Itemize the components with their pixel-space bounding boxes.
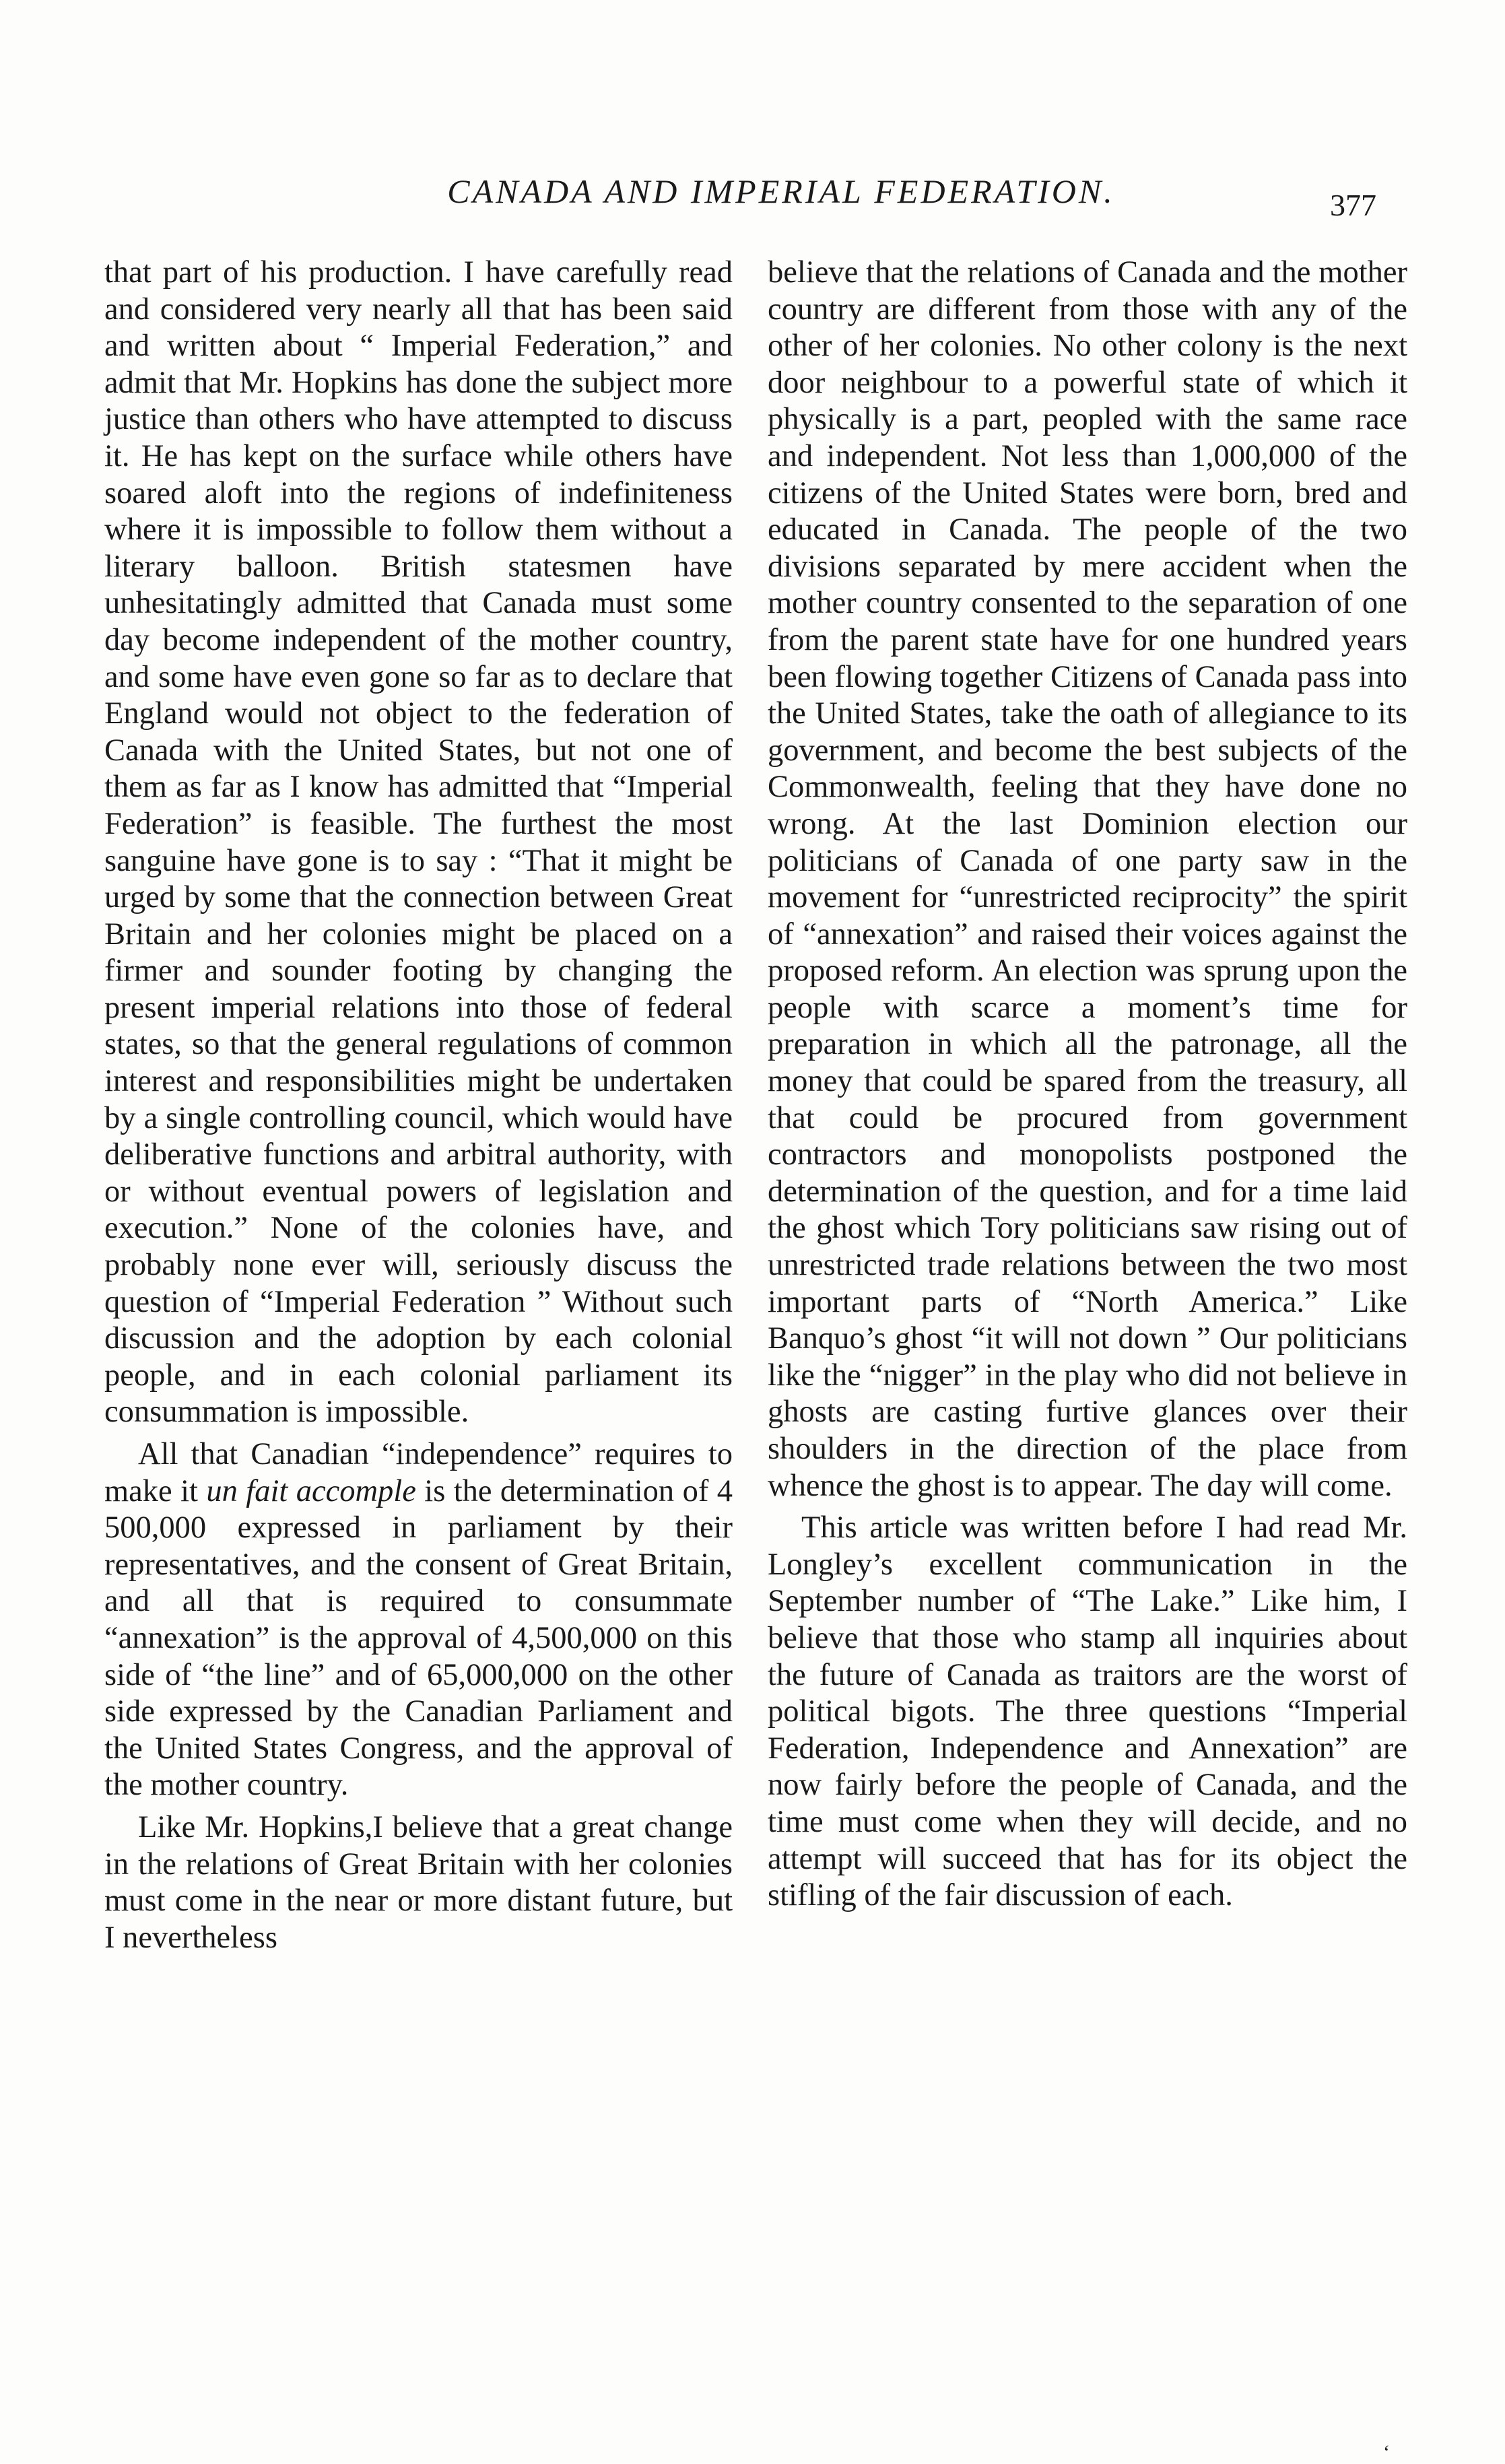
paragraph: Like Mr. Hopkins,I believe that a great change in the relations of Great Britain with her colonies must come in the near or more distant future, but I nevertheless [104,1809,733,1955]
paragraph [104,1436,733,1804]
right-column [768,255,1407,1914]
paragraph: believe that the relations of Canada and the mother country are different from those with any of the other of her colonies. No other colony is the next door neighbour to a powerful state of which it physically is a part, peopled with the same race and independent. Not less than 1,000,000 of the citizens of the United States were born, bred and educated in Canada. The people of the two divisions separated by mere accident when the mother country consented to the separation of one from the parent state have for one hundred years been flowing together Citizens of Canada pass into the United States, take the oath of allegiance to its government, and become the best subjects of the Commonwealth, feeling that they have done no wrong. At the last Dominion election our politicians of Canada of one party saw in the movement for “unrestricted reciprocity” the spirit of “annexation” and raised their voices against the proposed reform. An election was sprung upon the people with scarce a moment’s time for preparation in which all the patronage, all the money that could be spared from the treasury, all that could be procured from government contractors and monopolists postponed the determination of the question, and for a time laid the ghost which Tory politicians saw rising out of unrestricted trade relations between the two most important parts of “North America.” Like Banquo’s ghost “it will not down ” Our politicians like the “nigger” in the play who did not believe in ghosts are casting furtive glances over their shoulders in the direction of the place from whence the ghost is to appear. The day will come. [768,255,1407,1503]
footer-mark: ʻ [1383,2441,1390,2463]
running-title: CANADA AND IMPERIAL FEDERATION. [447,172,1115,210]
page-number: 377 [1330,188,1376,222]
left-column [104,255,733,1956]
italic-phrase: un fait accomple [206,1473,416,1508]
paragraph-text: All that Canadian “independence” requires to make it [104,1437,733,1508]
paragraph-text: is the determination of 4 500,000 expressed in parliament by their representatives, and the consent of Great Britain, and all that is required to consummate “annexation” is the approval of 4,500,000 on this side of “the line” and of 65,000,000 on the other side expressed by the Canadian Parliament and the United States Congress, and the approval of the mother country. [104,1473,733,1803]
paragraph: This article was written before I had read Mr. Longley’s excellent communication in the September number of “The Lake.” Like him, I believe that those who stamp all inquiries about the future of Canada as traitors are the worst of political bigots. The three questions “Imperial Federation, Independence and Annexation” are now fairly before the people of Canada, and the time must come when they will decide, and no attempt will succeed that has for its object the stifling of the fair discussion of each. [768,1510,1407,1913]
paragraph: that part of his production. I have carefully read and considered very nearly all that has been said and written about “ Imperial Federation,” and admit that Mr. Hopkins has done the subject more justice than others who have attempted to discuss it. He has kept on the surface while others have soared aloft into the regions of indefiniteness where it is impossible to follow them without a literary balloon. British statesmen have unhesitatingly admitted that Canada must some day become independent of the mother country, and some have even gone so far as to declare that England would not object to the federation of Canada with the United States, but not one of them as far as I know has admitted that “Imperial Federation” is feasible. The furthest the most sanguine have gone is to say : “That it might be urged by some that the connection between Great Britain and her colonies might be placed on a firmer and sounder footing by changing the present imperial relations into those of federal states, so that the general regulations of common interest and responsibilities might be undertaken by a single controlling council, which would have deliberative functions and arbitral authority, with or without eventual powers of legislation and execution.” None of the colonies have, and probably none ever will, seriously discuss the question of “Imperial Federation ” Without such discussion and the adoption by each colonial people, and in each colonial parliament its consummation is impossible. [104,255,733,1430]
